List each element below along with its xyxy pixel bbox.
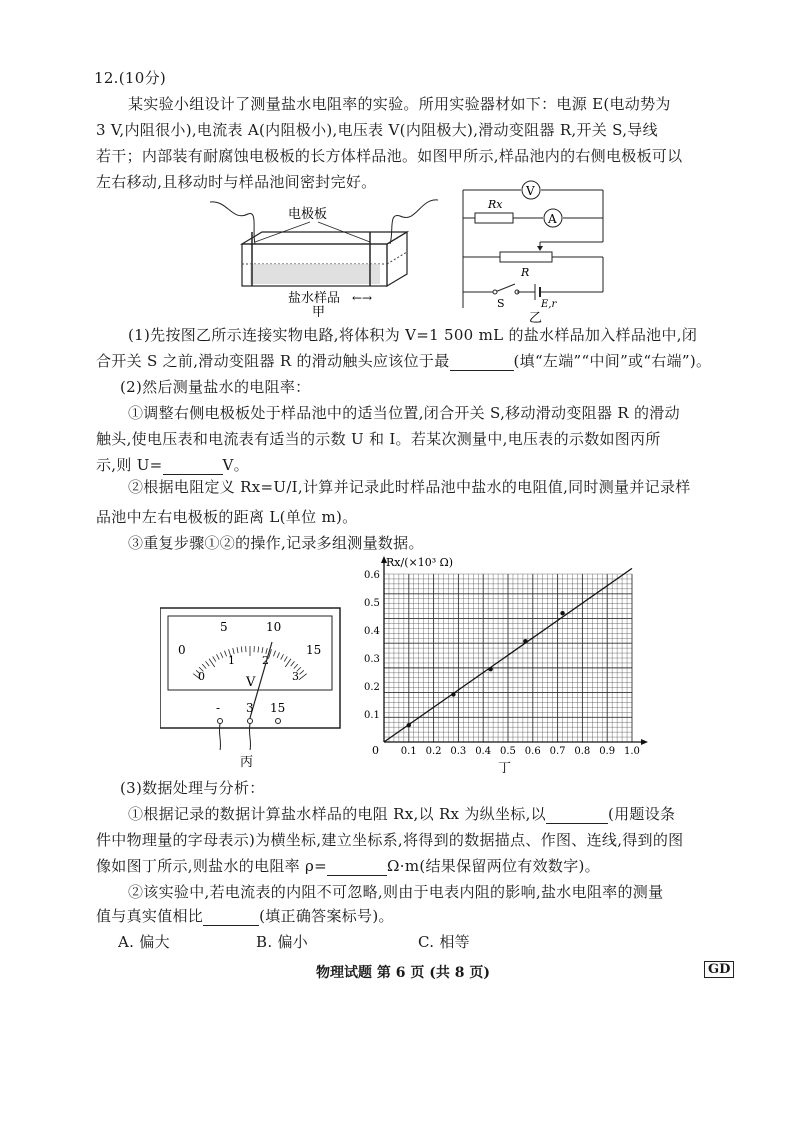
- terminal-15: 15: [270, 701, 286, 715]
- caption-bing: 丙: [240, 755, 254, 770]
- y-tick-label: 0.6: [364, 570, 380, 581]
- x-tick-label: 0.8: [574, 746, 591, 757]
- caption-yi: 乙: [529, 311, 543, 325]
- part1-line-1: (1)先按图乙所示连接实物电路,将体积为 V=1 500 mL 的盐水样品加入样品池中,闭: [128, 326, 698, 344]
- part2-step1-line-3: [96, 455, 249, 475]
- figure-jia: [210, 192, 440, 317]
- part2-text-b: V。: [222, 456, 249, 474]
- figure-ding-chart: [362, 548, 662, 773]
- intro-line-2: 3 V,内阻很小),电流表 A(内阻极小),电压表 V(内阻极大),滑动变阻器 R,开关 S,导线: [96, 121, 658, 139]
- caption-ding: 丁: [498, 761, 512, 773]
- y-tick-label: 0.3: [364, 654, 380, 665]
- y-tick-label: 0.1: [364, 710, 380, 721]
- x-tick-label: 0.7: [549, 746, 566, 757]
- part1-text-b: (填“左端”“中间”或“右端”)。: [513, 352, 712, 370]
- x-tick-label: 0.6: [524, 746, 541, 757]
- part3-text-d: Ω·m(结果保留两位有效数字)。: [387, 857, 600, 875]
- answer-blank-1[interactable]: [450, 354, 514, 371]
- y-tick-label: 0.2: [364, 682, 380, 693]
- answer-blank-3[interactable]: [546, 807, 608, 824]
- scale-top-5: 5: [220, 620, 228, 634]
- part2-title: (2)然后测量盐水的电阻率：: [120, 378, 311, 396]
- terminal-neg: -: [216, 701, 221, 715]
- move-arrow: ←→: [352, 291, 373, 305]
- y-tick-label: 0.5: [364, 598, 380, 609]
- x-tick-label: 0.5: [500, 746, 516, 757]
- data-point: [523, 639, 527, 643]
- origin-label: 0: [372, 744, 379, 757]
- part3-step1-line-2: 件中物理量的字母表示)为横坐标,建立坐标系,将得到的数据描点、作图、连线,得到的图: [96, 831, 684, 849]
- gd-mark: GD: [704, 961, 734, 978]
- x-tick-label: 0.2: [425, 746, 442, 757]
- unit-label: V: [246, 675, 256, 690]
- part2-step2-line-1: ②根据电阻定义 Rx=U/I,计算并记录此时样品池中盐水的电阻值,同时测量并记录样: [128, 478, 691, 496]
- data-point: [560, 611, 564, 615]
- answer-blank-4[interactable]: [327, 859, 387, 876]
- intro-line-3: 若干；内部装有耐腐蚀电极板的长方体样品池。如图甲所示,样品池内的右侧电极板可以: [96, 147, 683, 165]
- part3-step2-line-2: [96, 906, 394, 926]
- scale-top-15: 15: [306, 643, 322, 657]
- voltmeter-symbol: V: [526, 184, 535, 198]
- figure-yi: [455, 180, 615, 325]
- x-tick-label: 0.9: [599, 746, 616, 757]
- part1-line-2: [96, 351, 711, 371]
- y-tick-label: 0.4: [364, 626, 380, 637]
- answer-blank-5[interactable]: [203, 909, 259, 926]
- part2-step1-line-2: 触头,使电压表和电流表有适当的示数 U 和 I。若某次测量中,电压表的示数如图丙所: [96, 430, 661, 448]
- option-a[interactable]: A. 偏大: [118, 933, 170, 951]
- ammeter-symbol: A: [548, 212, 557, 226]
- terminal-3: 3: [246, 701, 254, 715]
- part3-text-c: 像如图丁所示,则盐水的电阻率 ρ=: [96, 857, 328, 875]
- page-footer: 物理试题 第 6 页 (共 8 页): [316, 965, 490, 981]
- part3-text-f: (填正确答案标号)。: [259, 907, 394, 925]
- scale-bottom-3: 3: [292, 670, 299, 683]
- part1-text-a: 合开关 S 之前,滑动变阻器 R 的滑动触头应该位于最: [96, 352, 450, 370]
- part2-step3: ③重复步骤①②的操作,记录多组测量数据。: [128, 534, 424, 552]
- caption-jia: 甲: [312, 305, 326, 317]
- x-axis-arrow: [641, 739, 648, 745]
- intro-line-1: 某实验小组设计了测量盐水电阻率的实验。所用实验器材如下：电源 E(电动势为: [128, 95, 671, 113]
- part3-title: (3)数据处理与分析：: [120, 779, 265, 797]
- switch-label: S: [497, 297, 505, 310]
- x-tick-label: 0.1: [400, 746, 417, 757]
- source-label: E,r: [541, 299, 557, 310]
- r-label: R: [521, 266, 530, 279]
- part2-text-a: 示,则 U=: [96, 456, 163, 474]
- scale-top-0: 0: [178, 643, 186, 657]
- label-sample: 盐水样品: [288, 291, 341, 306]
- data-point: [488, 667, 492, 671]
- part2-step1-line-1: ①调整右侧电极板处于样品池中的适当位置,闭合开关 S,移动滑动变阻器 R 的滑动: [128, 404, 680, 422]
- figure-bing-voltmeter: [160, 600, 350, 770]
- data-point: [451, 692, 455, 696]
- question-number: 12.(10分): [94, 69, 167, 87]
- option-c[interactable]: C. 相等: [418, 933, 470, 951]
- label-electrode: 电极板: [288, 207, 328, 222]
- x-tick-label: 1.0: [624, 746, 640, 757]
- part3-step2-line-1: ②该实验中,若电流表的内阻不可忽略,则由于电表内阻的影响,盐水电阻率的测量: [128, 883, 664, 901]
- scale-bottom-1: 1: [228, 654, 235, 667]
- scale-bottom-0: 0: [198, 670, 205, 683]
- part3-step1-line-3: [96, 856, 600, 876]
- answer-blank-2[interactable]: [163, 458, 223, 475]
- part2-step2-line-2: 品池中左右电极板的距离 L(单位 m)。: [96, 508, 358, 526]
- scale-top-10: 10: [266, 620, 282, 634]
- data-point: [407, 723, 411, 727]
- intro-line-4: 左右移动,且移动时与样品池间密封完好。: [96, 173, 377, 191]
- y-axis-label: Rx/(×10³ Ω): [386, 556, 454, 569]
- part3-text-e: 值与真实值相比: [96, 907, 204, 925]
- part3-text-a: ①根据记录的数据计算盐水样品的电阻 Rx,以 Rx 为纵坐标,以: [128, 805, 546, 823]
- scale-bottom-2: 2: [262, 654, 269, 667]
- part3-step1-line-1: [128, 804, 675, 824]
- x-tick-label: 0.4: [475, 746, 492, 757]
- option-b[interactable]: B. 偏小: [256, 933, 309, 951]
- part3-text-b: (用题设条: [607, 805, 676, 823]
- rx-label: Rx: [488, 198, 503, 211]
- x-tick-label: 0.3: [450, 746, 467, 757]
